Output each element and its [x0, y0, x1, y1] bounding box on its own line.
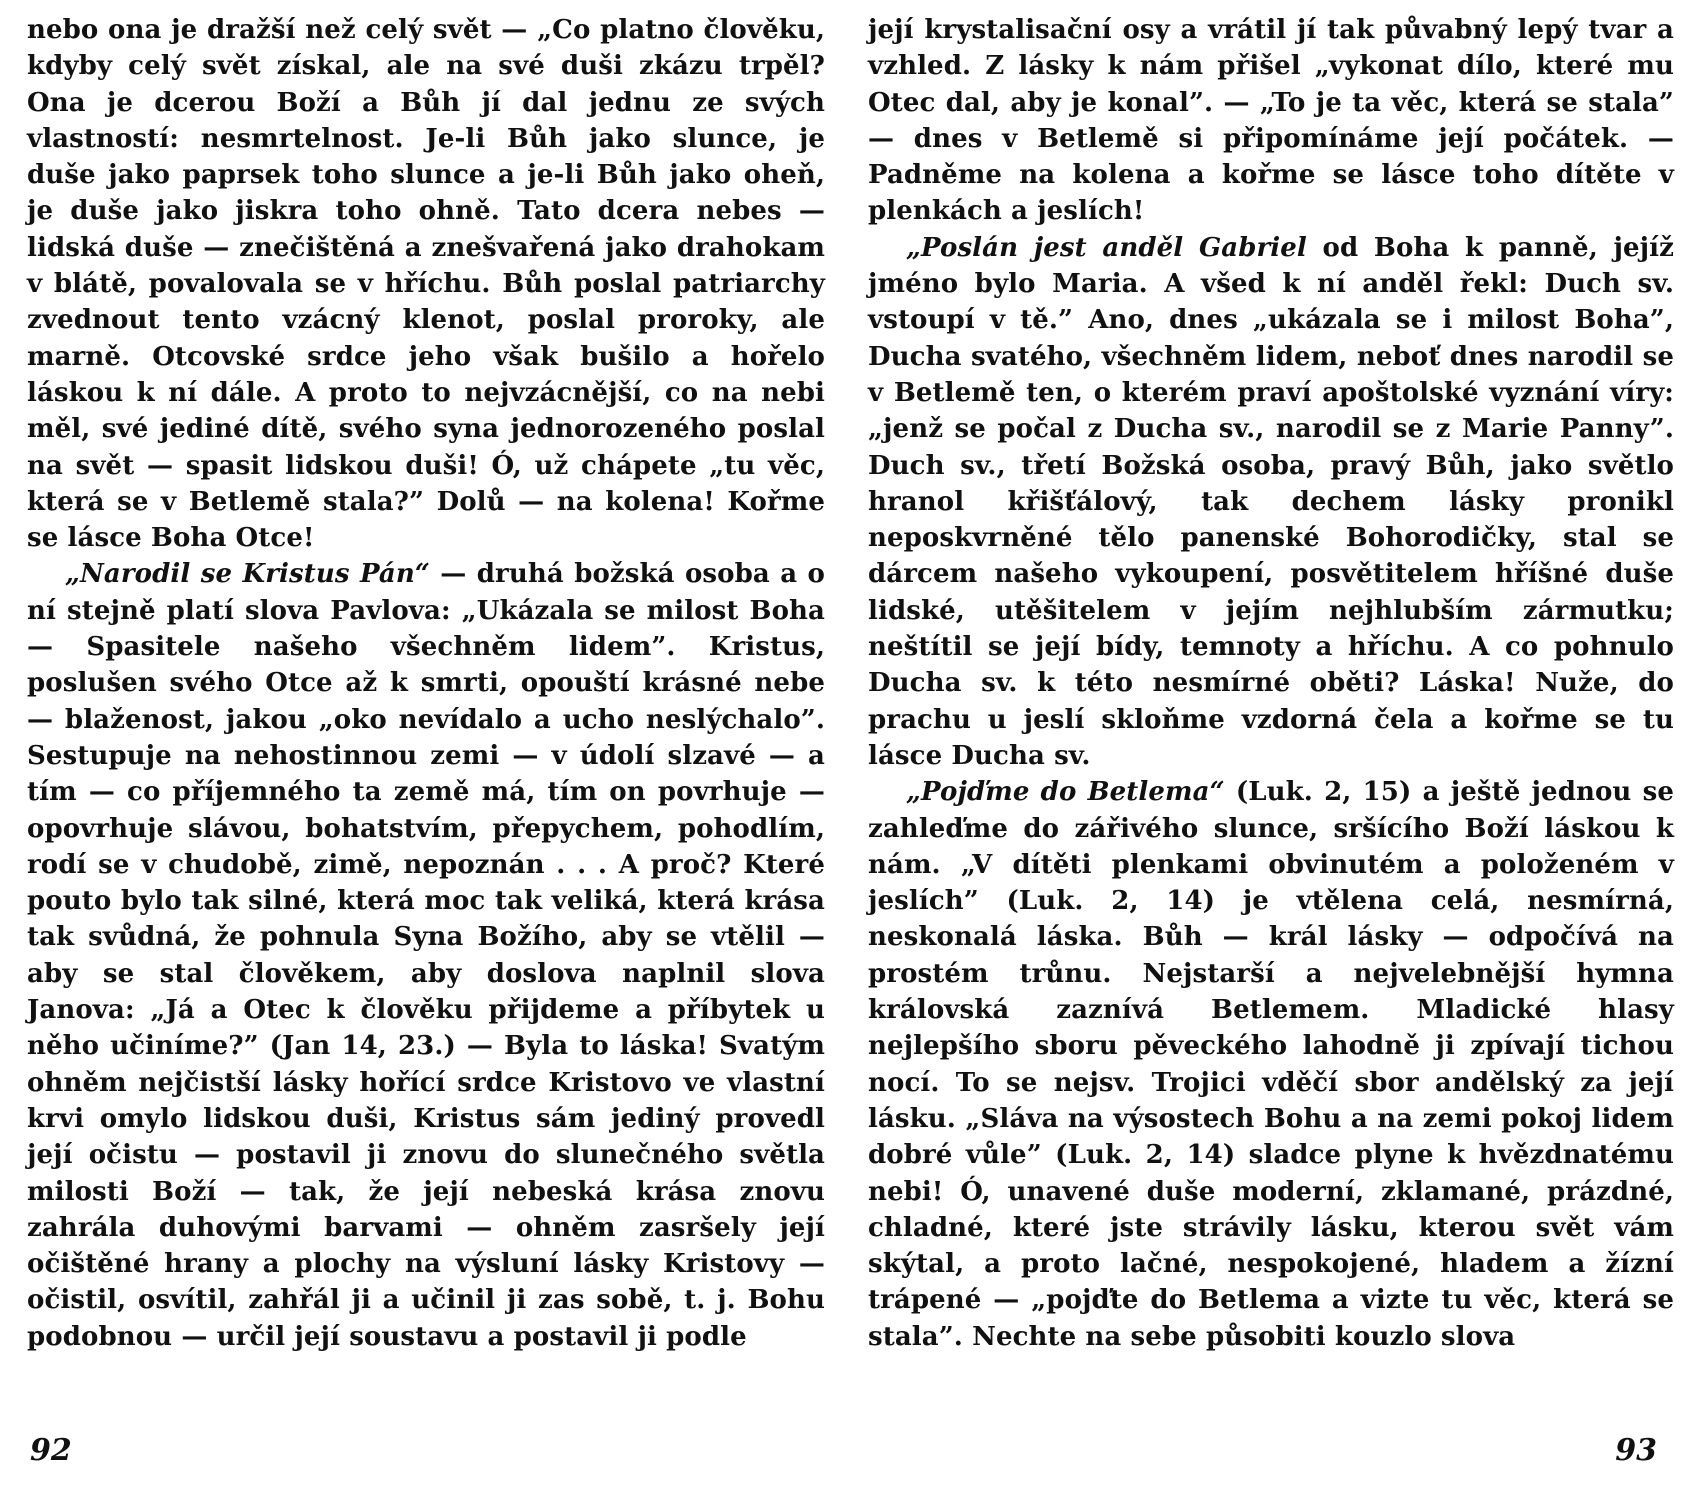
text-run: od Boha k panně, jejíž jméno bylo Maria. A všed k ní anděl řekl: Duch sv. vstoupí v tě.” Ano, dnes „ukázala se i milost Boha”, Ducha svatého, všechněm lidem, neboť dnes narodil se v Betlemě ten, o kterém praví apoštolské vyznání víry: „jenž se počal z Ducha sv., narodil se z Marie Panny”. Duch sv., třetí Božská osoba, pravý Bůh, jako světlo hranol křišťálový, tak dechem lásky pronikl neposkvrněné tělo panenské Bohorodičky, stal se dárcem našeho vykoupení, posvětitelem hříšné duše lidské, utěšitelem v jejím nejhlubším zármutku; neštítil se její bídy, temnoty a hříchu. A co pohnulo Ducha sv. k této nesmírné oběti? Láska! Nuže, do prachu u jeslí skloňme vzdorná čela a kořme se tu lásce Ducha sv. — [868, 232, 1675, 771]
text-run: (Luk. 2, 15) a ještě jednou se zahleďme do zářivého slunce, sršícího Boží láskou k nám. „V dítěti plenkami obvinutém a položeném v jeslích” (Luk. 2, 14) je vtělena celá, nesmírná, neskonalá láska. Bůh — král lásky — odpočívá na prostém trůnu. Nejstarší a nejvelebnější hymna královská zaznívá Betlemem. Mladické hlasy nejlepšího sboru pěveckého lahodně ji zpívají tichou nocí. To se nejsv. Trojici vděčí sbor andělský za její lásku. „Sláva na výsostech Bohu a na zemi pokoj lidem dobré vůle” (Luk. 2, 14) sladce plyne k hvězdnatému nebi! Ó, unavené duše moderní, zklamané, prázdné, chladné, které jste strávily lásku, kterou svět vám skýtal, a proto lačné, nespokojené, hladem a žízní trápené — „pojďte do Betlema a vizte tu věc, která se stala”. Nechte na sebe působiti kouzlo slova — [868, 777, 1674, 1352]
paragraph — [868, 12, 1674, 230]
text-run: nebo ona je dražší než celý svět — „Co platno člověku, kdyby celý svět získal, ale na své duši zkázu trpěl? Ona je dcerou Boží a Bůh jí dal jednu ze svých vlastností: nesmrtelnost. Je-li Bůh jako slunce, je duše jako paprsek toho slunce a je-li Bůh jako oheň, je duše jako jiskra toho ohně. Tato dcera nebes — lidská duše — znečištěná a znešvařená jako drahokam v blátě, povalovala se v hříchu. Bůh poslal patriarchy zvednout tento vzácný klenot, poslal proroky, ale marně. Otcovské srdce jeho však bušilo a hořelo láskou k ní dále. A proto to nejvzácnější, co na nebi měl, své jediné dítě, svého syna jednorozeného poslal na svět — spasit lidskou duši! Ó, už chápete „tu věc, která se v Betlemě stala?” Dolů — na kolena! Kořme se lásce Boha Otce! — [27, 15, 825, 554]
left-page-number: 92 — [30, 1433, 72, 1468]
italic-quote: „Poslán jest anděl Gabriel — [906, 232, 1307, 263]
right-page — [843, 0, 1687, 1500]
italic-quote: „Narodil se Kristus Pán“ — [65, 559, 430, 590]
paragraph — [868, 774, 1674, 1355]
text-run: její krystalisační osy a vrátil jí tak půvabný lepý tvar a vzhled. Z lásky k nám přišel „vykonat dílo, které mu Otec dal, aby je konal”. — „To je ta věc, která se stala” — dnes v Betlemě si připomínáme její počátek. — Padněme na kolena a kořme se lásce toho dítěte v plenkách a jeslích! — [868, 15, 1674, 227]
left-text-column — [27, 12, 825, 1355]
left-page — [0, 0, 843, 1500]
italic-quote: „Pojďme do Betlema“ — [906, 777, 1225, 808]
paragraph — [868, 230, 1674, 774]
paragraph — [27, 556, 825, 1355]
right-text-column — [868, 12, 1674, 1355]
paragraph — [27, 12, 825, 556]
right-page-number: 93 — [1615, 1433, 1657, 1468]
text-run: — druhá božská osoba a o ní stejně platí slova Pavlova: „Ukázala se milost Boha — Spasitele našeho všechněm lidem”. Kristus, poslušen svého Otce až k smrti, opouští krásné nebe — blaženost, jakou „oko nevídalo a ucho neslýchalo”. Sestupuje na nehostinnou zemi — v údolí slzavé — a tím — co příjemného ta země má, tím on povrhuje — opovrhuje slávou, bohatstvím, přepychem, pohodlím, rodí se v chudobě, zimě, nepoznán . . . A proč? Které pouto bylo tak silné, která moc tak veliká, která krása tak svůdná, že pohnula Syna Božího, aby se vtělil — aby se stal člověkem, aby doslova naplnil slova Janova: „Já a Otec k člověku přijdeme a příbytek u něho učiníme?” (Jan 14, 23.) — Byla to láska! Svatým ohněm nejčistší lásky hořící srdce Kristovo ve vlastní krvi omylo lidskou duši, Kristus sám jediný provedl její očistu — postavil ji znovu do slunečného světla milosti Boží — tak, že její nebeská krása znovu zahrála duhovými barvami — ohněm zasršely její očištěné hrany a plochy na výsluní lásky Kristovy — očistil, osvítil, zahřál ji a učinil ji zas sobě, t. j. Bohu podobnou — určil její soustavu a postavil ji podle — [27, 559, 825, 1352]
